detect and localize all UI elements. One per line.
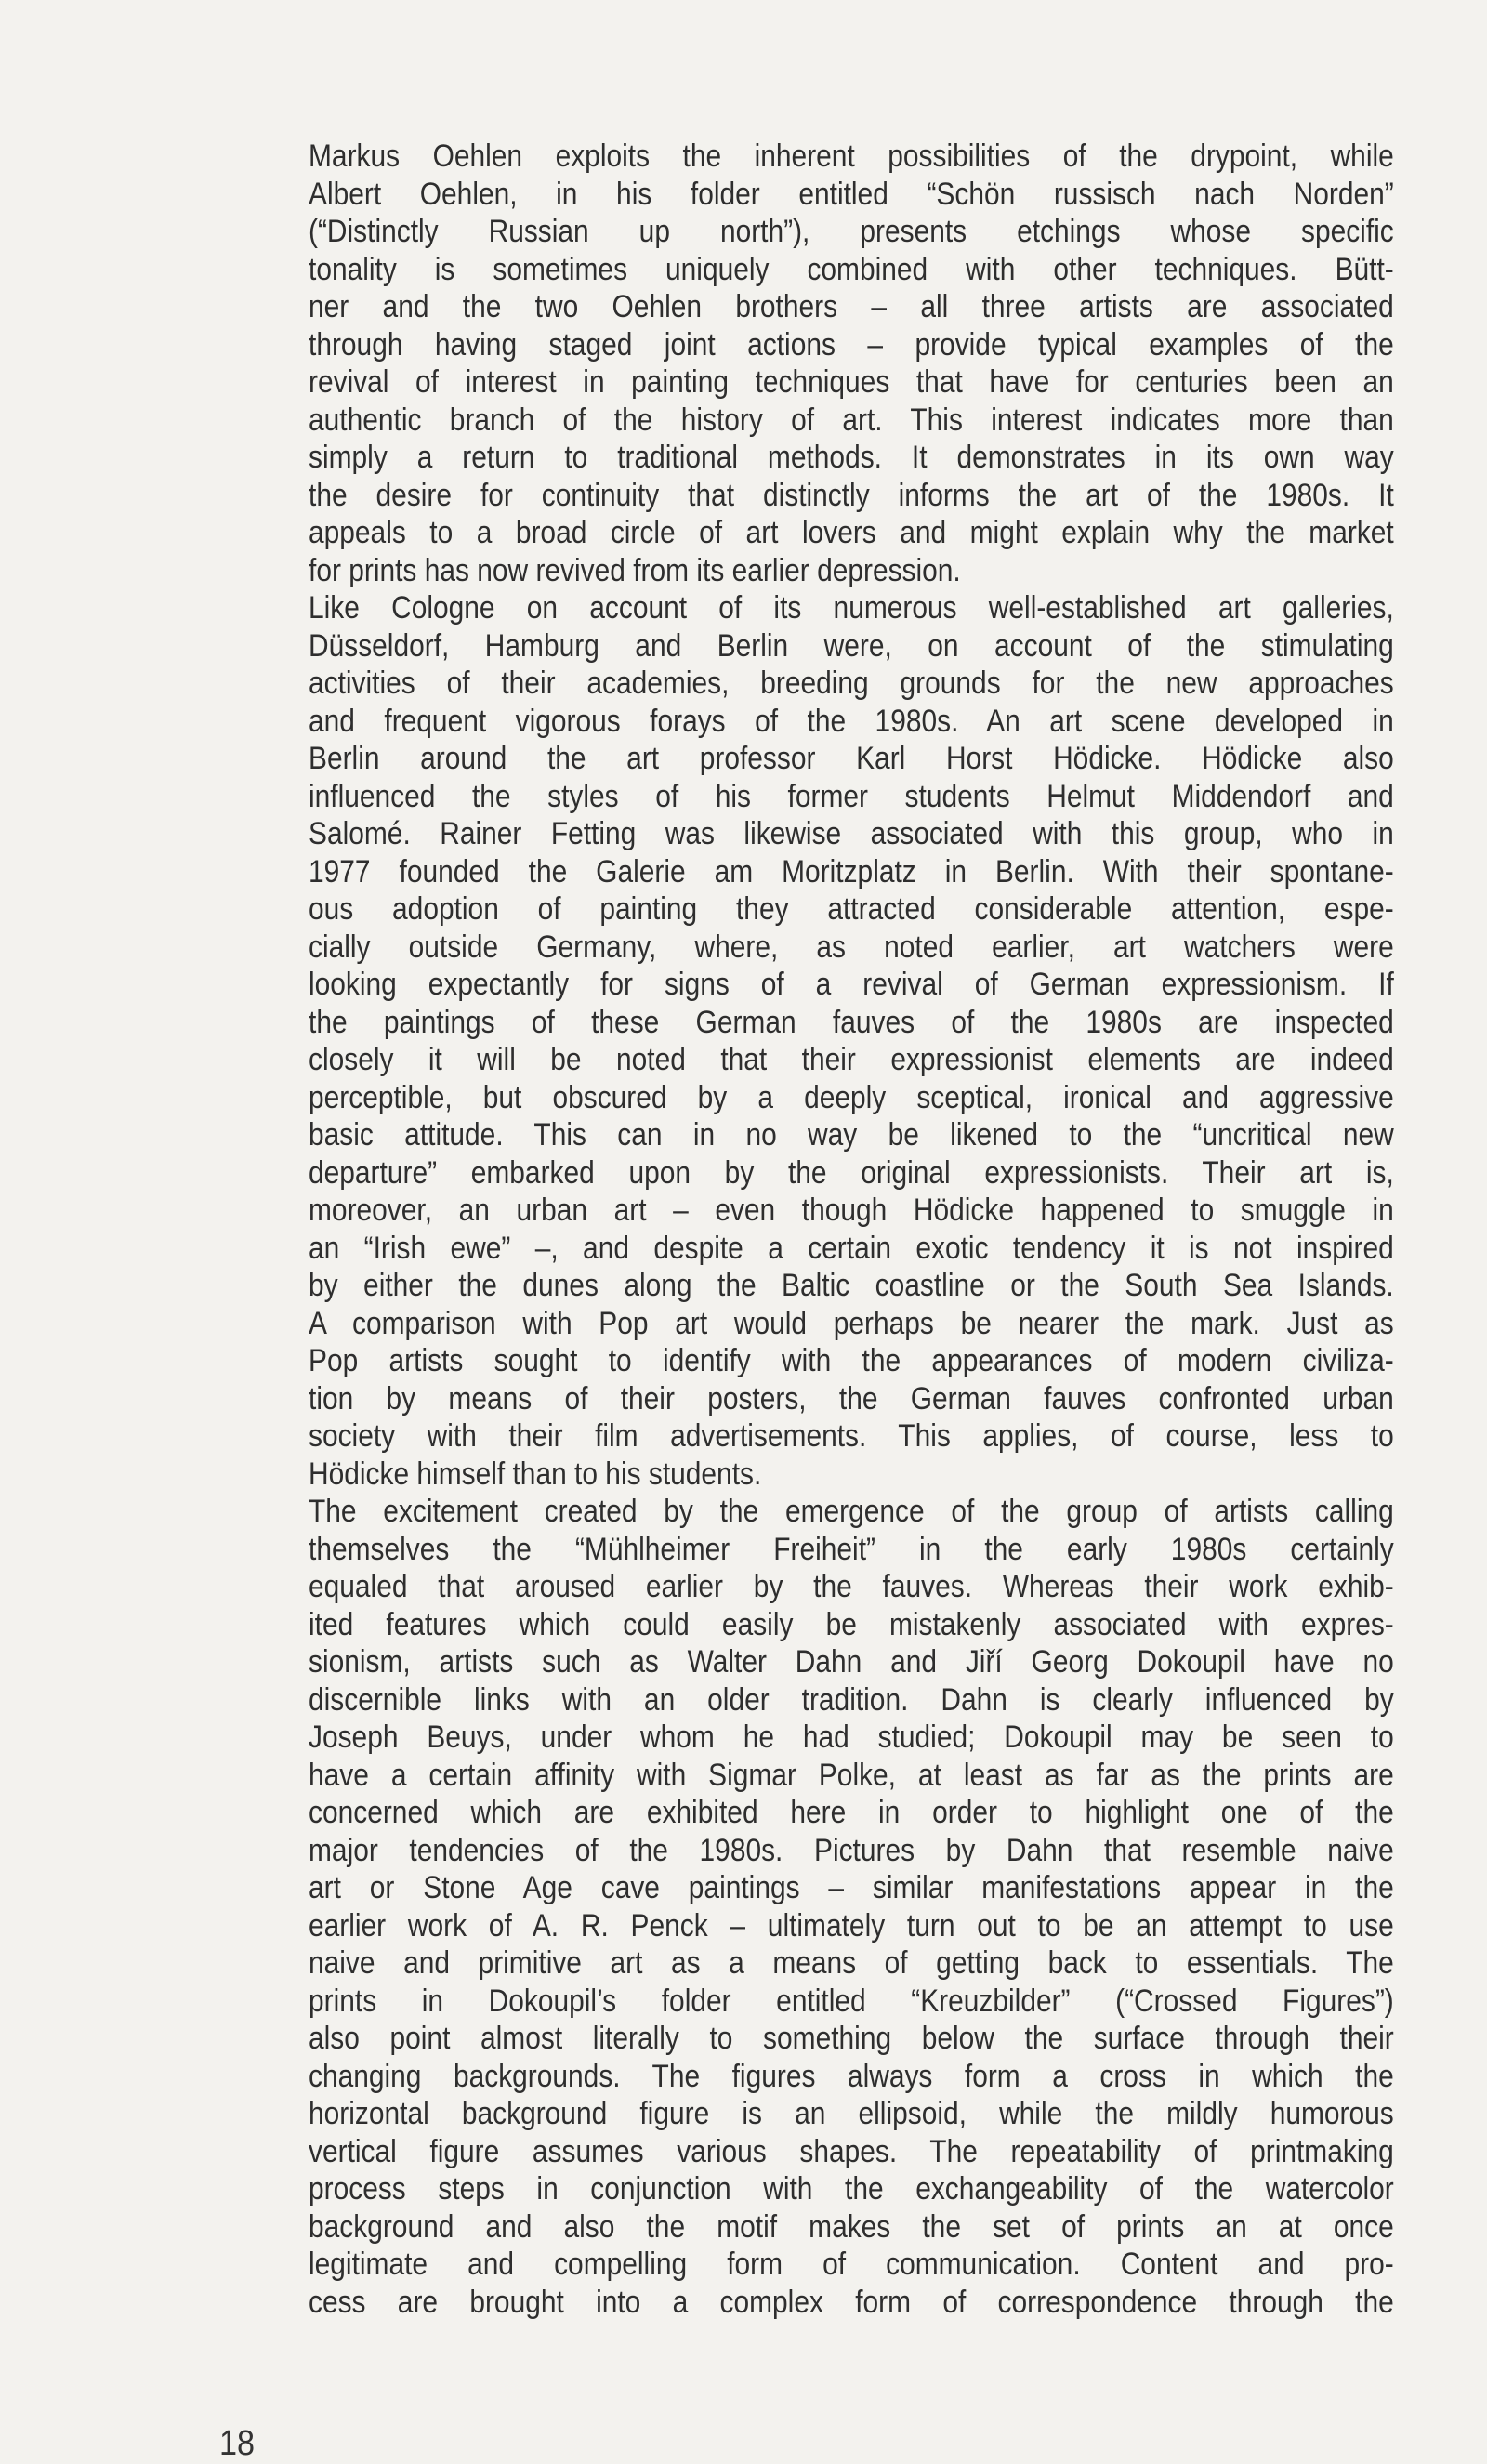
text-line-content: departure” embarked upon by the original expressionists. Their art is, [309,1154,1394,1191]
text-line [309,1944,1394,1983]
text-line-content: vertical figure assumes various shapes. The repeatability of printmaking [309,2133,1394,2169]
text-line [309,1456,1394,1494]
text-line [309,1832,1394,1870]
text-line-content: 1977 founded the Galerie am Moritzplatz in Berlin. With their spontane- [309,853,1394,889]
text-line-content: naive and primitive art as a means of getting back to essentials. The [309,1945,1394,1981]
text-line [309,251,1394,289]
text-line-content: have a certain affinity with Sigmar Polke, at least as far as the prints are [309,1757,1394,1793]
text-line [309,853,1394,891]
text-line-content: tonality is sometimes uniquely combined with other techniques. Bütt- [309,251,1394,287]
text-line [309,2133,1394,2171]
paragraph [309,589,1394,1493]
text-line-content: appeals to a broad circle of art lovers and might explain why the market [309,515,1394,550]
text-line-content: the desire for continuity that distinctly informs the art of the 1980s. It [309,477,1394,513]
text-line [309,1267,1394,1305]
text-line [309,1230,1394,1268]
text-line [309,1041,1394,1079]
text-line-content: by either the dunes along the Baltic coastline or the South Sea Islands. [309,1268,1394,1303]
text-line-content: looking expectantly for signs of a revival of German expressionism. If [309,967,1394,1002]
text-line [309,1757,1394,1795]
text-line [309,2284,1394,2322]
text-line-content: major tendencies of the 1980s. Pictures by Dahn that resemble naive [309,1832,1394,1868]
text-line-content: process steps in conjunction with the exchangeability of the watercolor [309,2171,1394,2207]
text-line [309,1907,1394,1945]
text-line [309,363,1394,402]
text-line [309,665,1394,703]
text-line-content: tion by means of their posters, the German fauves confronted urban [309,1380,1394,1416]
text-line [309,1606,1394,1644]
text-line-content: themselves the “Mühlheimer Freiheit” in the early 1980s certainly [309,1531,1394,1567]
text-line-content: Hödicke himself than to his students. [309,1456,762,1492]
text-line-content: discernible links with an older tradition. Dahn is clearly influenced by [309,1681,1394,1718]
text-line [309,213,1394,251]
text-line [309,1983,1394,2021]
text-line [309,890,1394,929]
body-text [309,138,1394,2321]
text-line [309,929,1394,967]
text-line [309,439,1394,477]
text-line [309,1079,1394,1117]
text-line [309,1116,1394,1154]
text-line-content: legitimate and compelling form of communication. Content and pro- [309,2247,1394,2282]
text-line-content: activities of their academies, breeding grounds for the new approaches [309,665,1394,701]
text-line [309,1643,1394,1681]
text-line-content: ited features which could easily be mistakenly associated with expres- [309,1606,1394,1642]
text-line-content: an “Irish ewe” –, and despite a certain exotic tendency it is not inspired [309,1230,1394,1266]
text-line [309,740,1394,778]
text-line-content: horizontal background figure is an ellipsoid, while the mildly humorous [309,2096,1394,2131]
text-line [309,703,1394,741]
text-line-content: Salomé. Rainer Fetting was likewise associated with this group, who in [309,816,1394,851]
text-line-content: through having staged joint actions – provide typical examples of the [309,326,1394,362]
text-line [309,288,1394,326]
text-line-content: closely it will be noted that their expressionist elements are indeed [309,1042,1394,1077]
text-line [309,1568,1394,1606]
text-line [309,2208,1394,2247]
text-line [309,138,1394,176]
text-line-content: cess are brought into a complex form of correspondence through the [309,2284,1394,2320]
text-line [309,1342,1394,1380]
text-line [309,1531,1394,1569]
page-number: 18 [219,2424,256,2463]
text-line [309,1305,1394,1343]
text-line [309,966,1394,1004]
text-line-content: influenced the styles of his former students Helmut Middendorf and [309,778,1394,814]
text-line-content: The excitement created by the emergence of the group of artists calling [309,1494,1394,1529]
paragraph [309,138,1394,589]
text-line [309,815,1394,853]
text-line [309,2020,1394,2058]
text-line [309,589,1394,627]
paragraph [309,1493,1394,2321]
text-line-content: (“Distinctly Russian up north”), presents etchings whose specific [309,214,1394,249]
text-line-content: Albert Oehlen, in his folder entitled “Schön russisch nach Norden” [309,176,1394,212]
text-line [309,1869,1394,1907]
text-line-content: equaled that aroused earlier by the fauves. Whereas their work exhib- [309,1569,1394,1604]
text-line-content: simply a return to traditional methods. It demonstrates in its own way [309,440,1394,475]
text-line-content: background and also the motif makes the set of prints an at once [309,2208,1394,2245]
text-line-content: art or Stone Age cave paintings – similar manifestations appear in the [309,1870,1394,1905]
text-line [309,1417,1394,1456]
text-line-content: Pop artists sought to identify with the appearances of modern civiliza- [309,1343,1394,1378]
text-line-content: Joseph Beuys, under whom he had studied; Dokoupil may be seen to [309,1720,1394,1755]
text-line [309,1192,1394,1230]
text-line-content: Berlin around the art professor Karl Horst Hödicke. Hödicke also [309,741,1394,776]
text-line [309,1719,1394,1757]
text-line [309,2058,1394,2096]
text-line [309,1681,1394,1720]
text-line [309,1493,1394,1531]
text-line [309,1004,1394,1042]
text-line [309,1154,1394,1192]
text-line [309,326,1394,364]
text-line-content: also point almost literally to something below the surface through their [309,2021,1394,2056]
text-line [309,627,1394,665]
text-line [309,1794,1394,1832]
text-line-content: revival of interest in painting techniques that have for centuries been an [309,364,1394,400]
text-line [309,552,1394,590]
text-line [309,778,1394,816]
text-line [309,1380,1394,1418]
text-line [309,2095,1394,2133]
text-line-content: ous adoption of painting they attracted considerable attention, espe- [309,891,1394,927]
text-line-content: ner and the two Oehlen brothers – all three artists are associated [309,289,1394,324]
text-line-content: the paintings of these German fauves of the 1980s are inspected [309,1004,1394,1040]
text-line-content: authentic branch of the history of art. This interest indicates more than [309,402,1394,438]
text-line-content: earlier work of A. R. Penck – ultimately turn out to be an attempt to use [309,1907,1394,1944]
text-line [309,477,1394,515]
text-line-content: changing backgrounds. The figures always form a cross in which the [309,2058,1394,2094]
text-line-content: sionism, artists such as Walter Dahn and Jiří Georg Dokoupil have no [309,1644,1394,1680]
text-line [309,514,1394,552]
text-line-content: Düsseldorf, Hamburg and Berlin were, on account of the stimulating [309,627,1394,664]
text-line-content: concerned which are exhibited here in order to highlight one of the [309,1795,1394,1830]
text-line-content: society with their film advertisements. This applies, of course, less to [309,1418,1394,1454]
text-line-content: cially outside Germany, where, as noted earlier, art watchers were [309,929,1394,965]
text-line-content: Markus Oehlen exploits the inherent possibilities of the drypoint, while [309,138,1394,174]
text-line-content: perceptible, but obscured by a deeply sceptical, ironical and aggressive [309,1079,1394,1115]
text-line [309,176,1394,214]
text-line-content: A comparison with Pop art would perhaps be nearer the mark. Just as [309,1305,1394,1341]
text-line-content: moreover, an urban art – even though Hödicke happened to smuggle in [309,1192,1394,1228]
text-line [309,2170,1394,2208]
text-line-content: prints in Dokoupil’s folder entitled “Kreuzbilder” (“Crossed Figures”) [309,1983,1394,2019]
text-line-content: basic attitude. This can in no way be likened to the “uncritical new [309,1117,1394,1153]
text-line-content: and frequent vigorous forays of the 1980s. An art scene developed in [309,703,1394,739]
text-line [309,402,1394,440]
text-line-content: Like Cologne on account of its numerous well-established art galleries, [309,590,1394,626]
text-line-content: for prints has now revived from its earlier depression. [309,552,961,588]
text-line [309,2246,1394,2284]
